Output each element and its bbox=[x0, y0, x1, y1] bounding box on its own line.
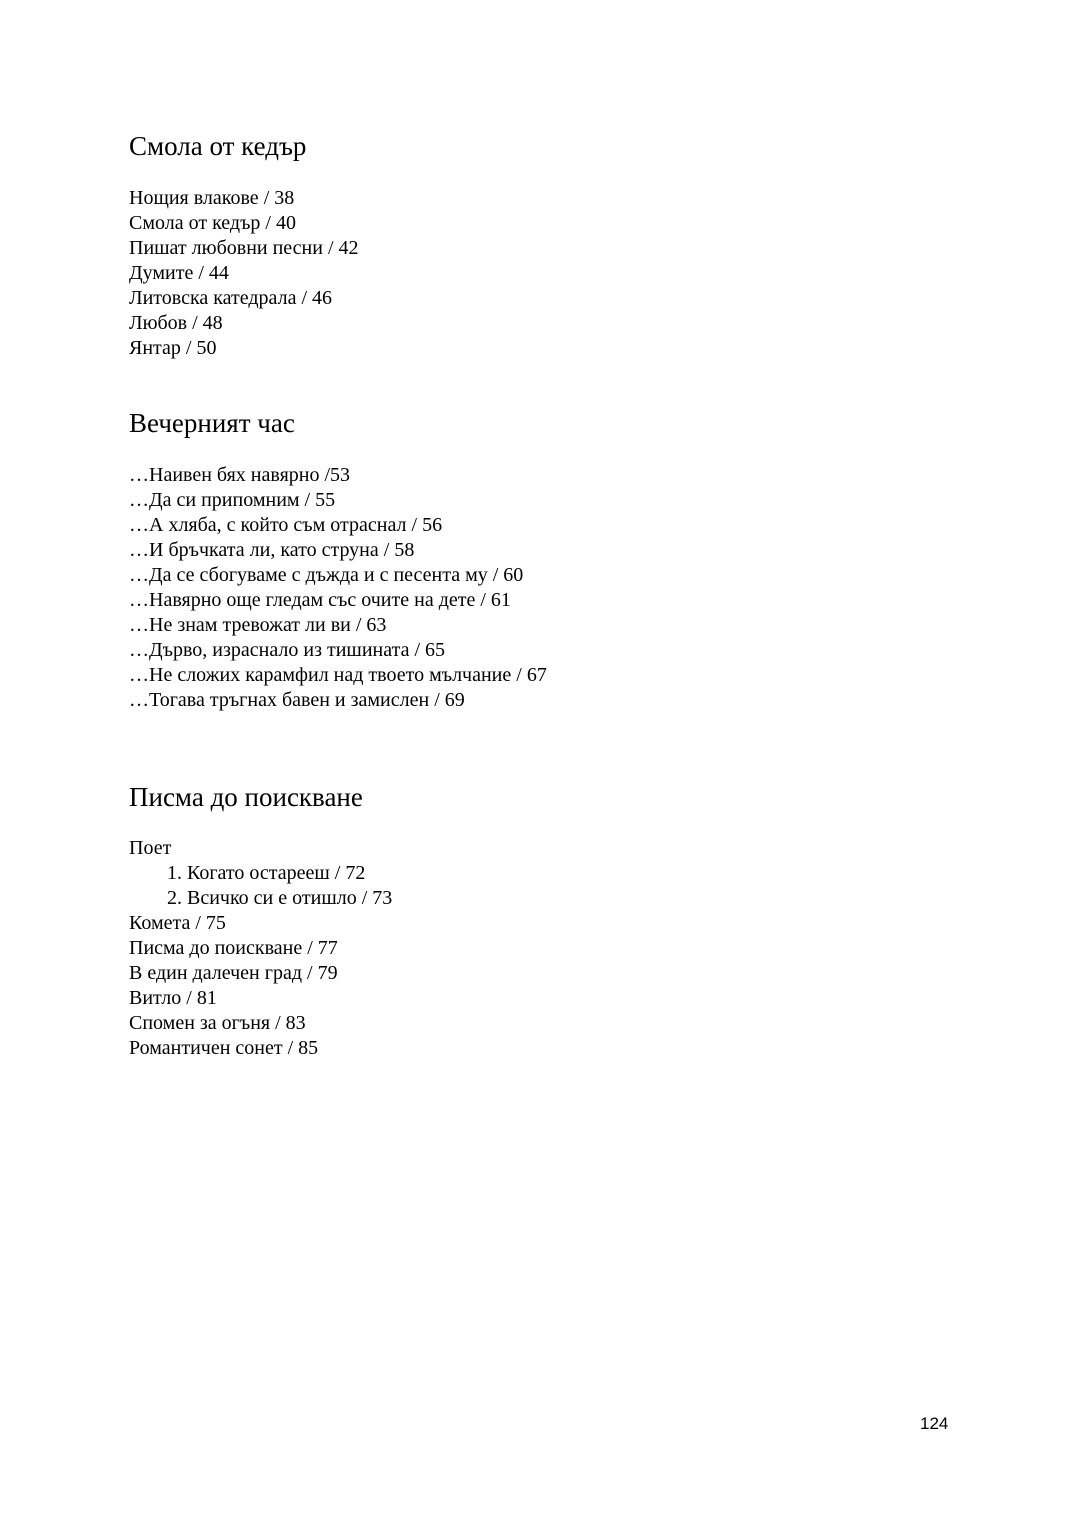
toc-entry: Любов / 48 bbox=[129, 312, 223, 334]
toc-entry: Нощия влакове / 38 bbox=[129, 187, 295, 209]
toc-section-pisma-do-poiskvane bbox=[129, 781, 392, 1061]
page-number: 124 bbox=[920, 1414, 949, 1433]
toc-entries bbox=[129, 186, 359, 361]
toc-entries bbox=[129, 836, 392, 1061]
toc-entry: Спомен за огъня / 83 bbox=[129, 1012, 306, 1034]
section-title: Смола от кедър bbox=[129, 131, 307, 161]
section-title: Писма до поискване bbox=[129, 782, 363, 812]
toc-subentry: 1. Когато остарееш / 72 bbox=[167, 862, 366, 884]
toc-entry: …Не сложих карамфил над твоето мълчание / 67 bbox=[129, 664, 547, 686]
toc-subentry: 2. Всичко си е отишло / 73 bbox=[167, 887, 393, 909]
toc-entry: …Наивен бях навярно /53 bbox=[129, 464, 351, 486]
toc-entries bbox=[129, 463, 547, 713]
toc-entry: …Тогава тръгнах бавен и замислен / 69 bbox=[129, 689, 465, 711]
toc-entry: …Да се сбогуваме с дъжда и с песента му / 60 bbox=[129, 564, 524, 586]
toc-entry: В един далечен град / 79 bbox=[129, 962, 338, 984]
toc-entry: Янтар / 50 bbox=[129, 337, 217, 359]
toc-section-vecherniyat-chas bbox=[129, 407, 547, 713]
toc-section-smola-ot-kedar bbox=[129, 130, 359, 361]
toc-entry: Смола от кедър / 40 bbox=[129, 212, 296, 234]
toc-entry: Поет bbox=[129, 837, 172, 859]
toc-entry: …Навярно още гледам със очите на дете / 61 bbox=[129, 589, 511, 611]
toc-entry: Комета / 75 bbox=[129, 912, 226, 934]
toc-entry: Витло / 81 bbox=[129, 987, 217, 1009]
toc-entry: …Дърво, израснало из тишината / 65 bbox=[129, 639, 446, 661]
toc-entry: Писма до поискване / 77 bbox=[129, 937, 338, 959]
toc-entry: Романтичен сонет / 85 bbox=[129, 1037, 319, 1059]
toc-entry: …Не знам тревожат ли ви / 63 bbox=[129, 614, 387, 636]
toc-entry: …Да си припомним / 55 bbox=[129, 489, 336, 511]
toc-entry: Думите / 44 bbox=[129, 262, 229, 284]
toc-entry: Литовска катедрала / 46 bbox=[129, 287, 333, 309]
toc-entry: Пишат любовни песни / 42 bbox=[129, 237, 359, 259]
toc-entry: …И бръчката ли, като струна / 58 bbox=[129, 539, 415, 561]
toc-entry: …А хляба, с който съм отраснал / 56 bbox=[129, 514, 443, 536]
section-title: Вечерният час bbox=[129, 408, 295, 438]
